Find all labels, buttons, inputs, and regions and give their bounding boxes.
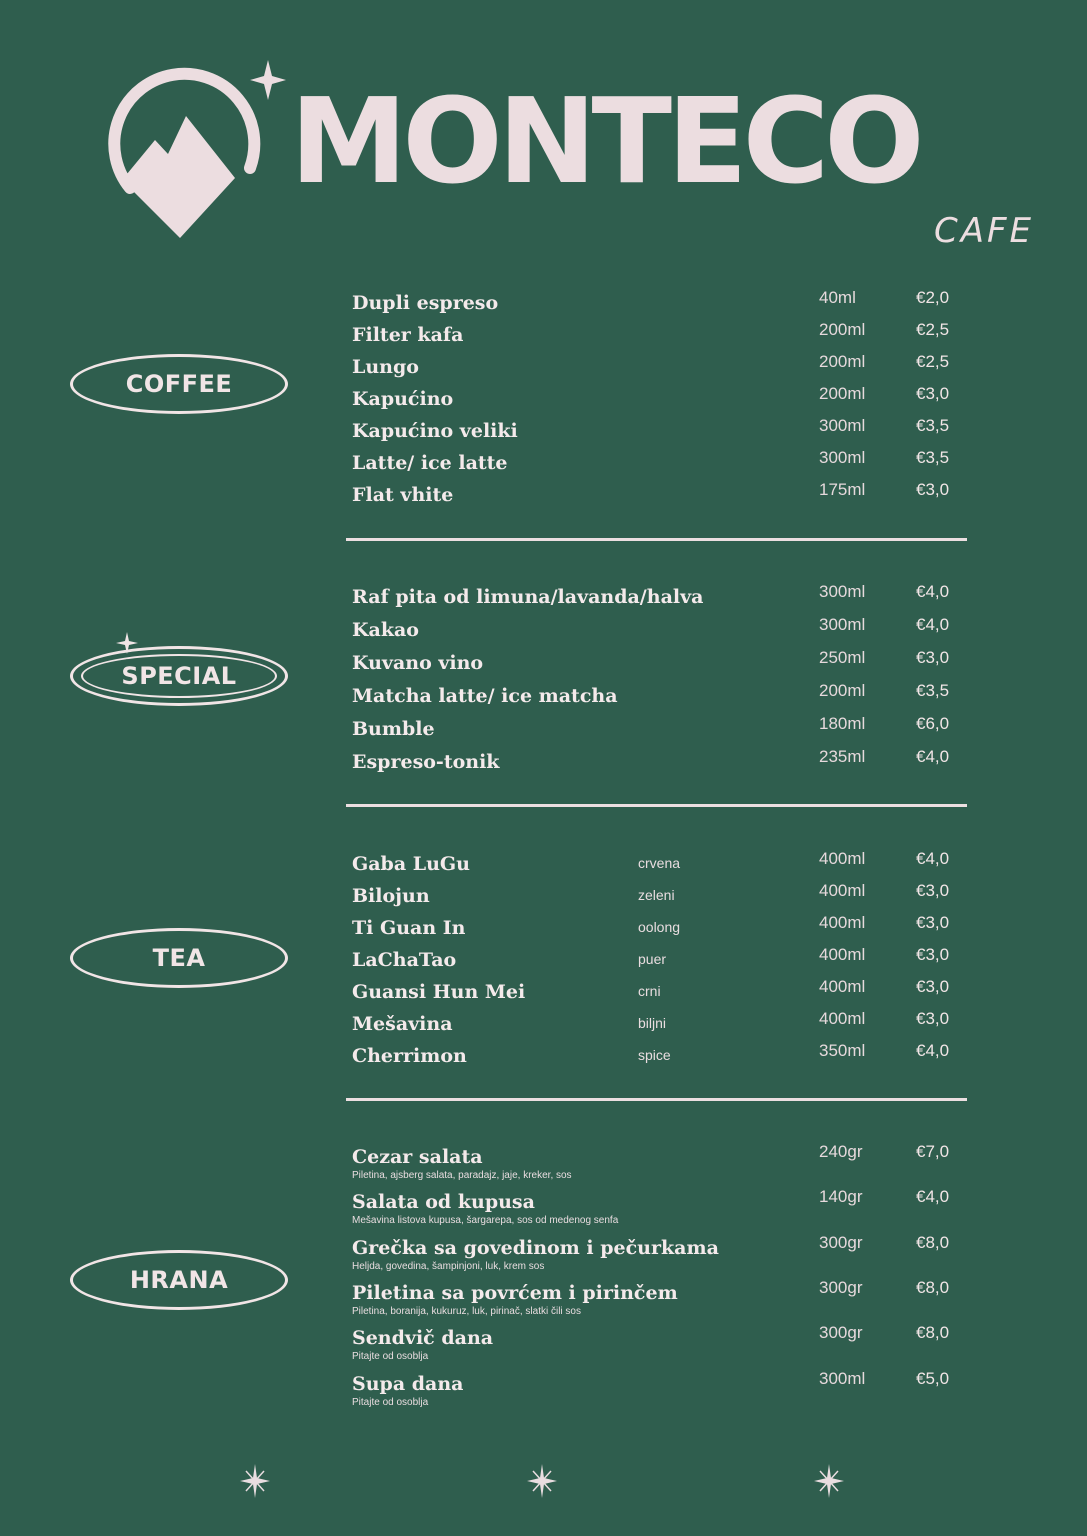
item-description: Heljda, govedina, šampinjoni, luk, krem sos <box>352 1261 545 1272</box>
item-name: Espreso-tonik <box>352 751 500 773</box>
menu-item <box>0 913 1087 947</box>
item-description: Pitajte od osoblja <box>352 1397 429 1408</box>
item-price: €5,0 <box>916 1369 950 1388</box>
item-volume: 300gr <box>819 1233 863 1252</box>
item-volume: 200ml <box>819 352 866 371</box>
item-name: Filter kafa <box>352 324 464 346</box>
item-volume: 400ml <box>819 977 866 996</box>
item-volume: 300ml <box>819 582 866 601</box>
item-name: Gaba LuGu <box>352 853 470 875</box>
item-price: €4,0 <box>916 747 950 766</box>
item-name: Kapućino <box>352 388 454 410</box>
item-volume: 300gr <box>819 1278 863 1297</box>
menu-item <box>0 416 1087 450</box>
menu-item <box>0 582 1087 616</box>
item-name: Kakao <box>352 619 419 641</box>
item-volume: 300gr <box>819 1323 863 1342</box>
item-kind: crni <box>638 983 661 999</box>
item-volume: 400ml <box>819 881 866 900</box>
item-volume: 300ml <box>819 615 866 634</box>
menu-item <box>0 288 1087 322</box>
section-divider <box>346 538 967 541</box>
item-volume: 400ml <box>819 849 866 868</box>
item-price: €7,0 <box>916 1142 950 1161</box>
item-volume: 235ml <box>819 747 866 766</box>
item-kind: spice <box>638 1047 671 1063</box>
item-name: Kuvano vino <box>352 652 484 674</box>
item-kind: puer <box>638 951 667 967</box>
item-price: €8,0 <box>916 1323 950 1342</box>
item-price: €8,0 <box>916 1233 950 1252</box>
item-volume: 200ml <box>819 681 866 700</box>
item-volume: 300ml <box>819 1369 866 1388</box>
item-kind: crvena <box>638 855 681 871</box>
item-name: Dupli espreso <box>352 292 499 314</box>
section-badge-special: SPECIAL <box>70 646 288 706</box>
item-price: €3,0 <box>916 945 950 964</box>
menu-item <box>0 615 1087 649</box>
menu-item <box>0 945 1087 979</box>
item-price: €3,5 <box>916 681 950 700</box>
item-name: Matcha latte/ ice matcha <box>352 685 618 707</box>
section-badge-tea: TEA <box>70 928 288 988</box>
menu-item <box>0 747 1087 781</box>
item-price: €4,0 <box>916 1041 950 1060</box>
section-badge-hrana: HRANA <box>70 1250 288 1310</box>
menu-item <box>0 448 1087 482</box>
menu-item <box>0 648 1087 682</box>
item-name: Grečka sa govedinom i pečurkama <box>352 1237 719 1259</box>
item-price: €3,0 <box>916 881 950 900</box>
item-name: Kapućino veliki <box>352 420 518 442</box>
item-kind: zeleni <box>638 887 675 903</box>
menu-item <box>0 352 1087 386</box>
item-name: Raf pita od limuna/lavanda/halva <box>352 586 704 608</box>
item-price: €4,0 <box>916 615 950 634</box>
item-price: €3,0 <box>916 1009 950 1028</box>
sparkle-icon <box>240 1464 270 1498</box>
item-price: €3,0 <box>916 480 950 499</box>
item-name: Sendvič dana <box>352 1327 494 1349</box>
item-volume: 400ml <box>819 945 866 964</box>
item-volume: 250ml <box>819 648 866 667</box>
item-name: Cherrimon <box>352 1045 467 1067</box>
item-price: €4,0 <box>916 582 950 601</box>
item-price: €3,5 <box>916 416 950 435</box>
item-name: Flat vhite <box>352 484 454 506</box>
item-price: €3,0 <box>916 384 950 403</box>
item-name: LaChaTao <box>352 949 457 971</box>
item-volume: 400ml <box>819 913 866 932</box>
item-price: €4,0 <box>916 1187 950 1206</box>
item-price: €3,0 <box>916 977 950 996</box>
item-description: Pitajte od osoblja <box>352 1351 429 1362</box>
item-price: €2,5 <box>916 352 950 371</box>
item-volume: 140gr <box>819 1187 863 1206</box>
menu-item <box>0 881 1087 915</box>
item-name: Bilojun <box>352 885 430 907</box>
sparkle-icon <box>814 1464 844 1498</box>
item-volume: 350ml <box>819 1041 866 1060</box>
item-name: Guansi Hun Mei <box>352 981 526 1003</box>
item-name: Piletina sa povrćem i pirinčem <box>352 1282 678 1304</box>
item-name: Cezar salata <box>352 1146 483 1168</box>
item-volume: 400ml <box>819 1009 866 1028</box>
item-name: Ti Guan In <box>352 917 466 939</box>
item-name: Supa dana <box>352 1373 464 1395</box>
item-kind: oolong <box>638 919 681 935</box>
item-price: €4,0 <box>916 849 950 868</box>
menu-item <box>0 1009 1087 1043</box>
item-volume: 200ml <box>819 384 866 403</box>
item-price: €2,0 <box>916 288 950 307</box>
brand-subtitle: CAFE <box>934 211 1035 251</box>
item-price: €2,5 <box>916 320 950 339</box>
menu-item <box>0 714 1087 748</box>
menu-item <box>0 1142 1087 1181</box>
item-name: Bumble <box>352 718 435 740</box>
item-description: Piletina, ajsberg salata, paradajz, jaje, kreker, sos <box>352 1170 572 1181</box>
brand-name: MONTECO <box>290 72 920 210</box>
menu-item <box>0 977 1087 1011</box>
item-volume: 40ml <box>819 288 856 307</box>
menu-item <box>0 1041 1087 1075</box>
item-kind: biljni <box>638 1015 667 1031</box>
section-badge-coffee: COFFEE <box>70 354 288 414</box>
section-divider <box>346 1098 967 1101</box>
mountain-logo-icon <box>100 58 290 248</box>
item-price: €8,0 <box>916 1278 950 1297</box>
item-volume: 300ml <box>819 448 866 467</box>
item-description: Mešavina listova kupusa, šargarepa, sos od medenog senfa <box>352 1215 619 1226</box>
item-price: €3,0 <box>916 913 950 932</box>
item-name: Lungo <box>352 356 419 378</box>
menu-item <box>0 1369 1087 1408</box>
menu-item <box>0 1187 1087 1226</box>
item-volume: 175ml <box>819 480 866 499</box>
item-volume: 240gr <box>819 1142 863 1161</box>
item-name: Salata od kupusa <box>352 1191 535 1213</box>
item-volume: 200ml <box>819 320 866 339</box>
item-name: Latte/ ice latte <box>352 452 508 474</box>
menu-item <box>0 480 1087 514</box>
menu-item <box>0 1233 1087 1272</box>
item-name: Mešavina <box>352 1013 453 1035</box>
sparkle-icon <box>527 1464 557 1498</box>
item-price: €6,0 <box>916 714 950 733</box>
item-volume: 180ml <box>819 714 866 733</box>
menu-item <box>0 320 1087 354</box>
item-price: €3,5 <box>916 448 950 467</box>
menu-item <box>0 1323 1087 1362</box>
menu-item <box>0 681 1087 715</box>
menu-item <box>0 849 1087 883</box>
item-description: Piletina, boranija, kukuruz, luk, pirinač, slatki čili sos <box>352 1306 581 1317</box>
section-divider <box>346 804 967 807</box>
item-volume: 300ml <box>819 416 866 435</box>
item-price: €3,0 <box>916 648 950 667</box>
